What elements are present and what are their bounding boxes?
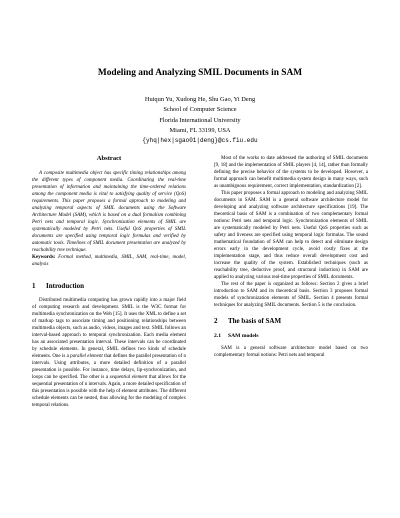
- author-university: Florida International University: [159, 116, 241, 124]
- intro-p1-part-a: Distributed multimedia computing has grown rapidly into a major field of computing research and development. SMIL is the W3C format for multimedia synchronization on the Web [15]. It uses the XML to define a set of markup tags to associate timing and positioning relationships between multimedia objects, such as audio, videos, images and text. SMIL follows an interval-based approach to temporal synchronization. Each media element has an associated presentation interval. These intervals can be coordinated by schedule elements. In general, SMIL defines two kinds of schedule elements. One is a: [32, 298, 186, 359]
- section-heading-sam-basis: [214, 317, 368, 326]
- paper-title: Modeling and Analyzing SMIL Documents in SAM: [97, 68, 303, 78]
- author-block: [0, 95, 400, 146]
- intro-paragraph-3: This paper proposes a formal approach to modeling and analyzing SMIL documents in SAM. SAM is a general software architecture model for developing and analyzing software architecture specifications [19]. The theoretical basis of SAM is a combination of two complementary formal notions: Petri nets and temporal logic. Synchronization elements of SMIL are systematically modeled by Petri nets. Useful QoS properties such as safety and liveness are specified using temporal logic formulas. The sound mathematical foundation of SAM can help to detect and eliminate design errors early in the development cycle, avoid costly fixes at the implementation stage, and thus reduce overall development cost and increase the quality of the system. Established techniques (such as reachability tree, deductive proof, and structural induction) in SAM are applied to analyzing various real-time properties of SMIL documents.: [214, 191, 368, 280]
- author-emails: {yhq|hex|sgao01|deng}@cs.fiu.edu: [142, 137, 258, 145]
- intro-p1-emphasis-parallel: parallel element: [70, 354, 103, 359]
- intro-paragraph-4: The rest of the paper is organized as follows: Section 2 gives a brief introduction to SAM and its theoretical basis. Section 3 proposes formal models of synchronization elements of SMIL. Section 4 presents formal techniques for analyzing SMIL documents. Section 5 is the conclusion.: [214, 282, 368, 308]
- author-city: Miami, FL 33199, USA: [169, 126, 231, 134]
- intro-paragraph-2: Most of the works to date addressed the authoring of SMIL documents [9, 18] and the implementation of SMIL players [4, 14], rather than formally defining the precise behavior of the systems to be developed. However, a formal approach can benefit multimedia system design in many ways, such as unambiguous requirement, correct implementation, standardization [2].: [214, 156, 368, 189]
- intro-p1-emphasis-sequential: sequential element: [109, 375, 148, 380]
- keywords-label: Keywords:: [32, 255, 56, 260]
- intro-p1-part-b: that defines the parallel presentation of n intervals. Using attributes, a more detailed definition of a parallel presentation is possible. For instance, time delays, lip-synchronization, and loops can be specified. The other is a: [32, 354, 186, 380]
- author-names: Huiqun Yu, Xudong He, Shu Gao, Yi Deng: [144, 96, 256, 103]
- keywords-text: Formal method, multimedia, SMIL, SAM, real-time, model, analysis: [32, 255, 186, 267]
- subsection-number: 2.1: [214, 333, 221, 339]
- intro-paragraph-1: [32, 297, 186, 409]
- left-column: [32, 155, 186, 409]
- section-heading-introduction: [32, 282, 186, 291]
- right-column: [214, 155, 368, 359]
- section-title: The basis of SAM: [228, 317, 282, 325]
- abstract-heading: Abstract: [96, 155, 122, 162]
- abstract-text: A composite multimedia object has specific timing relationships among the different types of component media. Coordinating the real-time presentation of information and maintaining the time-ordered relations among the component media is vital to satisfying quality of service (QoS) requirements. This paper proposes a formal approach to modeling and analyzing temporal aspects of SMIL documents using the Software Architecture Model (SAM), which is based on a dual formalism combining Petri nets and temporal logic. Synchronization elements of SMIL are systematically modeled by Petri nets. Useful QoS properties of SMIL documents are specified using temporal logic formulas and verified by automatic tools. Timelines of SMIL document presentation are analyzed by reachability tree technique.: [32, 171, 186, 253]
- section-title: Introduction: [46, 282, 84, 290]
- intro-p1-part-c: that allows for the sequential presentation of n intervals. Again, a more detailed specification of this presentation is possible with the help of element attributes. The different schedule elements can be nested, thus allowing for the modeling of complex temporal relations.: [32, 375, 186, 408]
- sam-models-paragraph: SAM is a general software architecture model based on two complementary formal notions: Petri nets and temporal: [214, 346, 368, 358]
- section-number: 1: [32, 282, 36, 290]
- section-number: 2: [214, 317, 218, 325]
- keywords: [32, 254, 186, 268]
- author-school: School of Computer Science: [163, 106, 237, 114]
- subsection-heading-sam-models: [214, 332, 368, 340]
- subsection-title: SAM models: [228, 333, 259, 339]
